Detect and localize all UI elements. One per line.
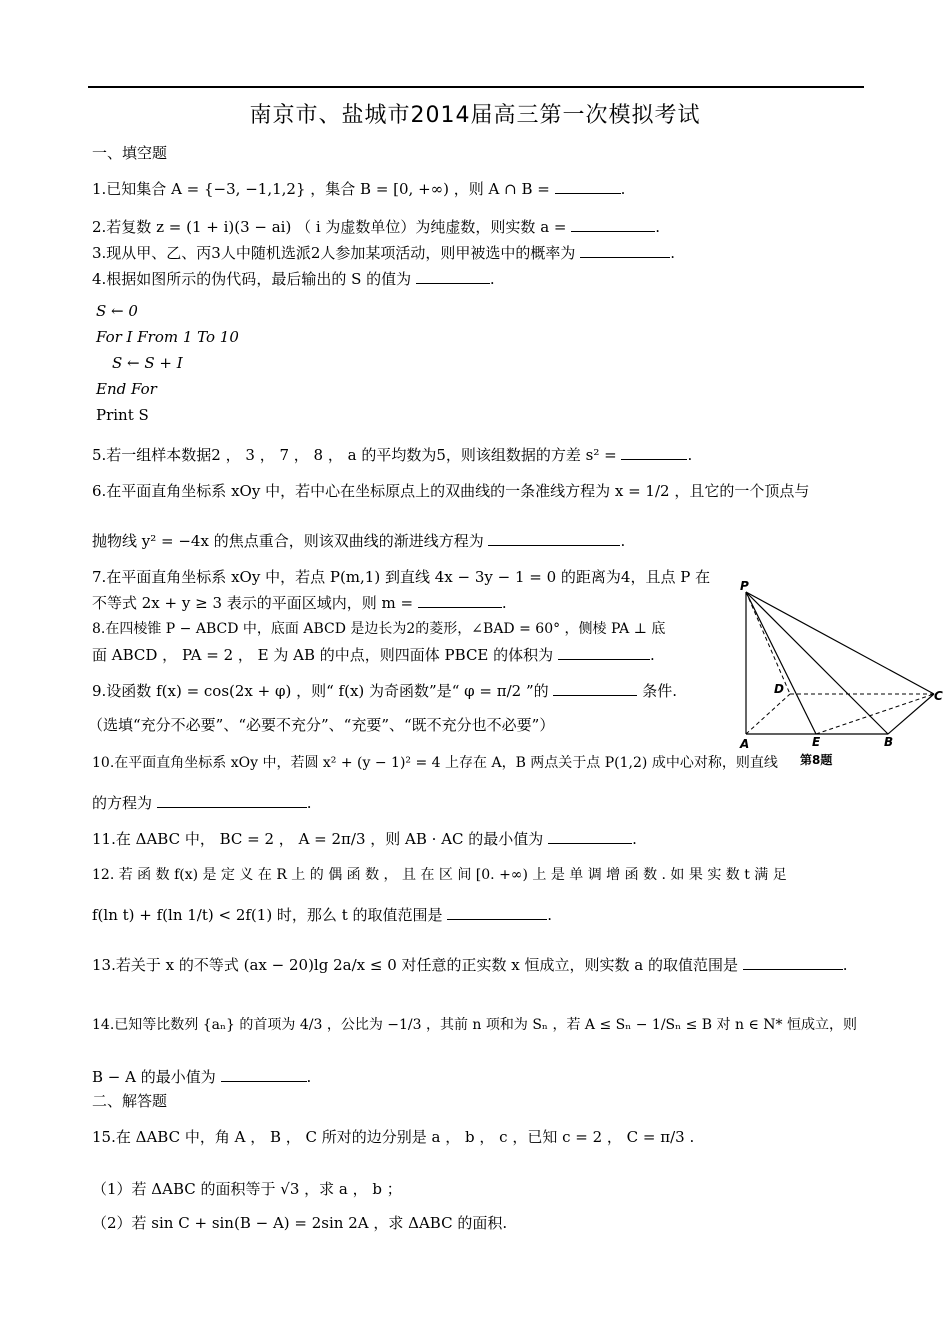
problem-12-line-1: 12. 若 函 数 f(x) 是 定 义 在 R 上 的 偶 函 数 ， 且 在 区 间 [0. +∞) 上 是 单 调 增 函 数 . 如 果 实 数 t 满 足 [92, 867, 787, 883]
edge-PE [746, 592, 816, 734]
answer-blank [558, 645, 650, 660]
pseudocode-line-3: S ← S + I [112, 354, 183, 372]
problem-10-line-2: 的方程为 . [92, 794, 312, 812]
problem-14-line-1: 14.已知等比数列 {aₙ} 的首项为 4/3 ，公比为 −1/3 ，其前 n 项和为 Sₙ ，若 A ≤ Sₙ − 1/Sₙ ≤ B 对 n ∈ N* 恒成立，则 [92, 1017, 857, 1033]
answer-blank [743, 955, 843, 970]
problem-6-line-2: 抛物线 y² = −4x 的焦点重合，则该双曲线的渐进线方程为 . [92, 532, 626, 550]
problem-11: 11.在 ΔABC 中， BC = 2 ， A = 2π/3 ，则 AB · AC 的最小值为 . [92, 830, 637, 848]
answer-blank [416, 269, 490, 284]
vertex-label-P: P [740, 579, 749, 593]
problem-5: 5.若一组样本数据2 ， 3 ， 7 ， 8 ， a 的平均数为5，则该组数据的方差 s² = . [92, 446, 693, 464]
edge-PC [746, 592, 934, 694]
pseudocode-line-2: For I From 1 To 10 [96, 328, 239, 346]
vertex-label-C: C [934, 689, 943, 703]
problem-13-text: 13.若关于 x 的不等式 (ax − 20)lg 2a/x ≤ 0 对任意的正实数 x 恒成立，则实数 a 的取值范围是 [92, 956, 738, 974]
answer-blank [548, 829, 632, 844]
problem-13: 13.若关于 x 的不等式 (ax − 20)lg 2a/x ≤ 0 对任意的正实数 x 恒成立，则实数 a 的取值范围是 . [92, 956, 848, 974]
problem-15-stem: 15.在 ΔABC 中，角 A ， B ， C 所对的边分别是 a ， b ， c ，已知 c = 2 ， C = π/3 . [92, 1128, 695, 1146]
pseudocode-line-5: Print S [96, 406, 149, 424]
answer-blank [447, 905, 547, 920]
pseudocode-line-4: End For [96, 380, 157, 398]
problem-9-tail: 条件. [642, 682, 677, 700]
answer-blank [157, 793, 307, 808]
problem-9-text: 9.设函数 f(x) = cos(2x + φ) ，则“ f(x) 为奇函数”是“ φ = π/2 ”的 [92, 682, 549, 700]
problem-3-text: 3.现从甲、乙、丙3人中随机选派2人参加某项活动，则甲被选中的概率为 [92, 244, 576, 262]
vertex-label-A: A [740, 737, 750, 751]
header-rule [88, 86, 864, 88]
problem-14-line-2: B − A 的最小值为 . [92, 1068, 312, 1086]
vertex-label-E: E [812, 735, 821, 749]
pyramid-figure [728, 576, 948, 776]
problem-7-line-2: 不等式 2x + y ≥ 3 表示的平面区域内，则 m = . [92, 594, 507, 612]
section-fill-in-heading: 一、填空题 [92, 144, 168, 162]
answer-blank [580, 243, 670, 258]
problem-4-text: 4.根据如图所示的伪代码，最后输出的 S 的值为 [92, 270, 412, 288]
section-solve-heading: 二、解答题 [92, 1092, 168, 1110]
problem-10-text: 的方程为 [92, 794, 153, 812]
figure-caption: 第8题 [800, 753, 833, 767]
problem-6-text: 抛物线 y² = −4x 的焦点重合，则该双曲线的渐进线方程为 [92, 532, 484, 550]
problem-4: 4.根据如图所示的伪代码，最后输出的 S 的值为 . [92, 270, 495, 288]
problem-5-text: 5.若一组样本数据2 ， 3 ， 7 ， 8 ， a 的平均数为5，则该组数据的方差 s² = [92, 446, 617, 464]
problem-8-line-1: 8.在四棱锥 P − ABCD 中，底面 ABCD 是边长为2的菱形，∠BAD = 60° ，侧棱 PA ⊥ 底 [92, 621, 666, 637]
problem-3: 3.现从甲、乙、丙3人中随机选派2人参加某项活动，则甲被选中的概率为 . [92, 244, 675, 262]
problem-15-part-2: （2）若 sin C + sin(B − A) = 2sin 2A ，求 ΔABC 的面积. [92, 1214, 508, 1232]
edge-BC [888, 694, 934, 734]
answer-blank [418, 593, 502, 608]
problem-1: 1.已知集合 A = {−3, −1,1,2} ，集合 B = [0, +∞) ，则 A ∩ B = . [92, 180, 626, 198]
problem-2-text: 2.若复数 z = (1 + i)(3 − ai) （ i 为虚数单位）为纯虚数，则实数 a = [92, 218, 567, 236]
problem-7-line-1: 7.在平面直角坐标系 xOy 中，若点 P(m,1) 到直线 4x − 3y − 1 = 0 的距离为4，且点 P 在 [92, 568, 711, 586]
answer-blank [221, 1067, 307, 1082]
problem-8-text: 面 ABCD ， PA = 2 ， E 为 AB 的中点，则四面体 PBCE 的体积为 [92, 646, 554, 664]
problem-7-text: 不等式 2x + y ≥ 3 表示的平面区域内，则 m = [92, 594, 414, 612]
vertex-label-B: B [884, 735, 894, 749]
problem-11-text: 11.在 ΔABC 中， BC = 2 ， A = 2π/3 ，则 AB · AC 的最小值为 [92, 830, 544, 848]
answer-blank [571, 217, 655, 232]
answer-blank [553, 681, 637, 696]
problem-6-line-1: 6.在平面直角坐标系 xOy 中，若中心在坐标原点上的双曲线的一条准线方程为 x = 1/2 ，且它的一个顶点与 [92, 482, 810, 500]
edge-EC [816, 694, 934, 734]
problem-15-part-1: （1）若 ΔABC 的面积等于 √3 ，求 a ， b ； [92, 1180, 402, 1198]
problem-9-line-2: （选填“充分不必要”、“必要不充分”、“充要”、“既不充分也不必要”） [88, 716, 555, 734]
pyramid-diagram [728, 576, 948, 776]
page-title: 南京市、盐城市2014届高三第一次模拟考试 [249, 103, 701, 128]
problem-12-text: f(ln t) + f(ln 1/t) < 2f(1) 时，那么 t 的取值范围是 [92, 906, 443, 924]
pseudocode-line-1: S ← 0 [96, 302, 138, 320]
answer-blank [555, 179, 621, 194]
answer-blank [621, 445, 687, 460]
vertex-label-D: D [774, 682, 784, 696]
answer-blank [488, 531, 620, 546]
problem-2: 2.若复数 z = (1 + i)(3 − ai) （ i 为虚数单位）为纯虚数，则实数 a = . [92, 218, 661, 236]
problem-14-text: B − A 的最小值为 [92, 1068, 216, 1086]
problem-9-line-1 [92, 680, 677, 702]
edge-PB [746, 592, 888, 734]
edge-PD [746, 592, 790, 694]
problem-10-line-1: 10.在平面直角坐标系 xOy 中，若圆 x² + (y − 1)² = 4 上存在 A，B 两点关于点 P(1,2) 成中心对称，则直线 [92, 755, 778, 771]
problem-12-line-2: f(ln t) + f(ln 1/t) < 2f(1) 时，那么 t 的取值范围是 . [92, 906, 553, 924]
edge-AD [746, 694, 790, 734]
problem-8-line-2: 面 ABCD ， PA = 2 ， E 为 AB 的中点，则四面体 PBCE 的体积为 . [92, 646, 655, 664]
problem-1-text: 1.已知集合 A = {−3, −1,1,2} ，集合 B = [0, +∞) ，则 A ∩ B = [92, 180, 550, 198]
